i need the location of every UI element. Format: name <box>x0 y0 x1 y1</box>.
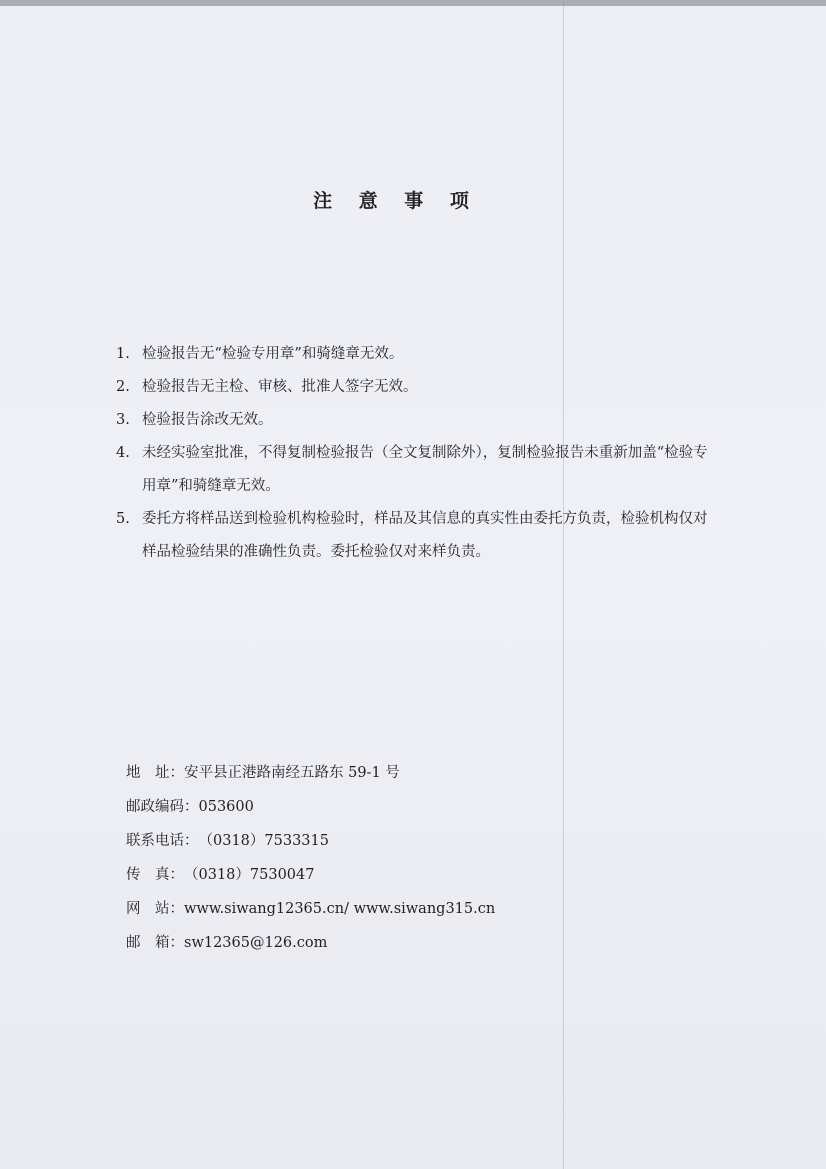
note-item <box>116 437 716 503</box>
contact-info <box>126 758 646 962</box>
note-text: 检验报告无“检验专用章”和骑缝章无效。 <box>142 346 404 362</box>
note-item <box>116 371 716 404</box>
contact-label: 网 站： <box>126 901 184 917</box>
note-number: 1. <box>116 346 130 362</box>
contact-label: 传 真： <box>126 867 184 883</box>
scan-edge-strip <box>0 0 826 6</box>
note-text: 检验报告无主检、审核、批准人签字无效。 <box>142 379 418 395</box>
contact-phone <box>126 826 646 860</box>
contact-label: 地 址： <box>126 765 184 781</box>
note-text: 委托方将样品送到检验机构检验时，样品及其信息的真实性由委托方负责，检验机构仅对样品检验结果的准确性负责。委托检验仅对来样负责。 <box>142 511 708 560</box>
contact-value: sw12365@126.com <box>184 935 328 951</box>
contact-email <box>126 928 646 962</box>
contact-value: （0318）7530047 <box>184 867 315 883</box>
note-number: 4. <box>116 445 130 461</box>
notes-list <box>116 338 716 569</box>
contact-value: 安平县正港路南经五路东 59-1 号 <box>184 765 400 781</box>
contact-value: 053600 <box>198 799 254 815</box>
contact-website <box>126 894 646 928</box>
page-title: 注 意 事 项 <box>313 190 479 212</box>
page-fold-line <box>563 0 564 1169</box>
contact-label: 邮政编码： <box>126 799 199 815</box>
contact-fax <box>126 860 646 894</box>
note-number: 5. <box>116 511 130 527</box>
note-item <box>116 338 716 371</box>
note-item <box>116 503 716 569</box>
contact-value: （0318）7533315 <box>198 833 329 849</box>
note-item <box>116 404 716 437</box>
contact-address <box>126 758 646 792</box>
note-text: 检验报告涂改无效。 <box>142 412 273 428</box>
contact-label: 邮 箱： <box>126 935 184 951</box>
note-number: 3. <box>116 412 130 428</box>
contact-label: 联系电话： <box>126 833 199 849</box>
contact-value: www.siwang12365.cn/ www.siwang315.cn <box>184 901 496 917</box>
note-text: 未经实验室批准，不得复制检验报告（全文复制除外），复制检验报告未重新加盖“检验专用章”和骑缝章无效。 <box>142 445 708 494</box>
contact-postcode <box>126 792 646 826</box>
note-number: 2. <box>116 379 130 395</box>
